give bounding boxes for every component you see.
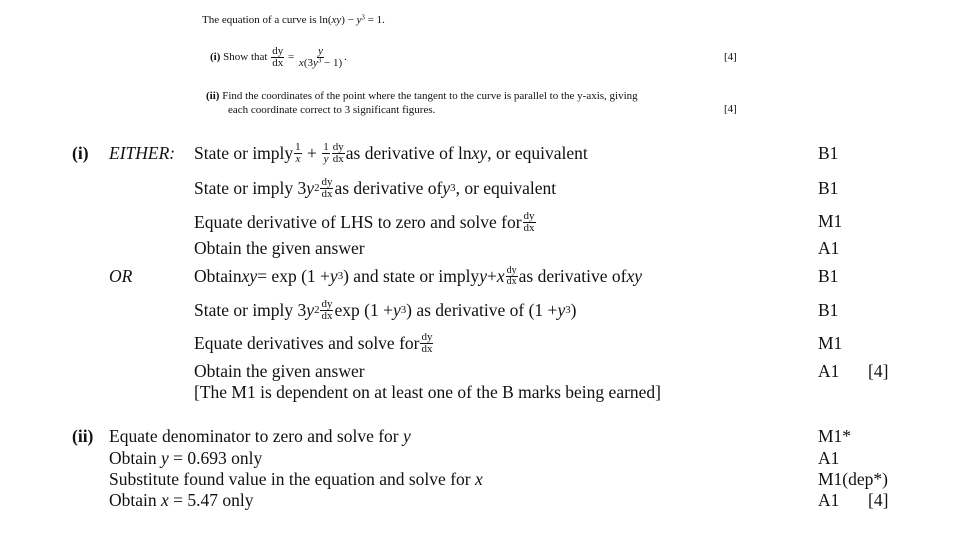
scheme-row: State or imply $\frac{1}{x}$ + $\frac{1}{y}$ $\frac{dy}{dx}$ as derivative of ln xy , or equivalent bbox=[194, 140, 588, 165]
one-over-x: $\frac{1}{x}$ bbox=[295, 140, 301, 165]
stem-text: ) − bbox=[341, 14, 357, 26]
mark-code: A1 bbox=[818, 361, 840, 381]
part-ii-line1: Find the coordinates of the point where the tangent to the curve is parallel to the y-axis, giving bbox=[222, 90, 638, 102]
mark-code: B1 bbox=[818, 178, 839, 198]
part-i-text: Show that bbox=[223, 51, 268, 63]
denominator: dx bbox=[272, 56, 284, 69]
scheme-row: Obtain x = 5.47 only bbox=[109, 490, 254, 510]
either-label: EITHER: bbox=[109, 143, 176, 163]
stem-exponent: 3 bbox=[361, 14, 365, 22]
mark-code: B1 bbox=[818, 143, 839, 163]
scheme-row: Equate denominator to zero and solve for y bbox=[109, 426, 411, 446]
part-total-marks: [4] bbox=[868, 490, 889, 510]
scheme-part-ii-label: (ii) bbox=[72, 426, 94, 446]
part-total-marks: [4] bbox=[868, 361, 889, 381]
mark-code: A1 bbox=[818, 448, 840, 468]
dydx-fraction: $\frac{dy}{dx}$ bbox=[321, 175, 333, 200]
equals-sign: = bbox=[287, 51, 295, 63]
mark-code: M1 bbox=[818, 211, 843, 231]
scheme-row: Obtain y = 0.693 only bbox=[109, 448, 263, 468]
scheme-row: Substitute found value in the equation and solve for x bbox=[109, 469, 483, 489]
dydx-fraction bbox=[271, 46, 284, 69]
mark-code: B1 bbox=[818, 300, 839, 320]
mark-code: B1 bbox=[818, 266, 839, 286]
mark-code: M1(dep*) bbox=[818, 469, 888, 489]
or-label: OR bbox=[109, 266, 133, 286]
dependency-note: [The M1 is dependent on at least one of the B marks being earned] bbox=[194, 382, 662, 402]
scheme-part-i-label: (i) bbox=[72, 143, 89, 163]
part-i-label: (i) bbox=[210, 51, 221, 63]
result-fraction bbox=[298, 46, 343, 69]
scheme-row: Equate derivative of LHS to zero and solve for $\frac{dy}{dx}$ bbox=[194, 209, 535, 234]
question-part-i bbox=[210, 40, 347, 74]
dydx-fraction: $\frac{dy}{dx}$ bbox=[506, 264, 517, 287]
scheme-row: Obtain xy = exp (1 + y 3 ) and state or imply y + x $\frac{dy}{dx}$ as derivative of xy bbox=[194, 264, 643, 287]
numerator: dy bbox=[272, 44, 284, 57]
mark-code: M1* bbox=[818, 426, 852, 446]
scheme-row: State or imply 3 y 2 $\frac{dy}{dx}$ as derivative of y 3 , or equivalent bbox=[194, 175, 557, 200]
stem-text: = 1. bbox=[364, 14, 385, 26]
part-i-marks: [4] bbox=[724, 51, 737, 63]
denominator: $x(3y^3 - 1)$ bbox=[298, 56, 343, 69]
part-ii-line2: each coordinate correct to 3 significant figures. bbox=[228, 104, 436, 116]
scheme-row: Obtain the given answer bbox=[194, 361, 365, 381]
mark-code: A1 bbox=[818, 238, 840, 258]
numerator: y bbox=[318, 44, 323, 57]
scheme-row: State or imply 3 y 2 $\frac{dy}{dx}$ exp (1 + y 3 ) as derivative of (1 + y 3 ) bbox=[194, 297, 577, 322]
scheme-row: Equate derivatives and solve for $\frac{dy}{dx}$ bbox=[194, 330, 433, 355]
dydx-fraction: $\frac{dy}{dx}$ bbox=[332, 140, 344, 165]
part-ii-label: (ii) bbox=[206, 90, 220, 102]
question-part-ii bbox=[206, 89, 638, 117]
period: . bbox=[344, 51, 347, 63]
mark-code: M1 bbox=[818, 333, 843, 353]
dydx-fraction: $\frac{dy}{dx}$ bbox=[421, 330, 433, 355]
stem-text: The equation of a curve is ln( bbox=[202, 14, 332, 26]
question-stem bbox=[202, 14, 385, 26]
one-over-y: $\frac{1}{y}$ bbox=[323, 140, 329, 165]
dydx-fraction: $\frac{dy}{dx}$ bbox=[523, 209, 535, 234]
mark-code: A1 bbox=[818, 490, 840, 510]
scheme-row: Obtain the given answer bbox=[194, 238, 365, 258]
stem-var: xy bbox=[331, 14, 342, 26]
dydx-fraction: $\frac{dy}{dx}$ bbox=[321, 297, 333, 322]
part-ii-marks: [4] bbox=[724, 103, 737, 115]
stem-var: y bbox=[356, 14, 362, 26]
